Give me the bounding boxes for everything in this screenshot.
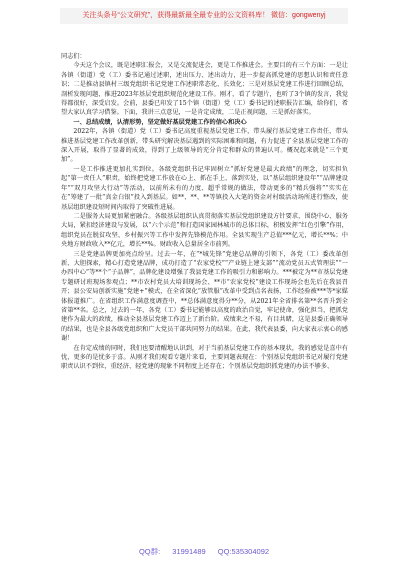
promo-banner: 关注头条号“公文研究”，获得最新最全最专业的公文资料库！ 微信：gongwenyj [60,8,348,24]
section-1-paragraph: 2022年，各镇（街道）党（工）委书记高度重视基层党建工作，带头履行基层党建工作责任，带头推进基层党建工作改革创新，带头研究解决基层遇到的实际困难和问题，有力促进了全县基层党建工作的深入开展，取得了显著的成效，得到了上级领导的充分肯定和群众的普遍认可。概况起来就是“三个更加”。 [61,128,348,164]
section-1-paragraph: 在肯定成绩的同时，我们也要清醒地认识到，对于当前基层党建工作的基本现状，我的感觉是喜中有忧，更多的是忧多于喜。从刚才我们观看专题片来看，主要问题表现在：个别基层党组织书记对履行党建职责认识不到位，重经济、轻党建的现象不同程度上还存在；个别基层党组织抓党建的办法不够多、 [61,344,348,371]
section-1-paragraph: 二是服务大局更加紧密融合。各级基层组织认真贯彻落实基层党组织建设方针要求，围绕中心、服务大局，紧扣经济建设与发展，以“六个示范”和打造国家园林城市的总体目标，积极发挥“红色引擎”作用，组织党员在脱贫攻坚、乡村振兴等工作中发挥先锋模范作用。全县实现生产总值***亿元，增长**%；中央地方财政收入**亿元，增长**%。财政收入总量居全市前列。 [61,212,348,249]
section-1-heading: 一、总结成绩，认清形势，坚定做好基层党建工作的信心和决心 [73,118,247,126]
document-body [61,52,348,372]
salutation: 同志们： [61,53,86,60]
contact-footer: QQ群: 31991489 QQ:535304092 [138,547,270,556]
section-1-paragraph: 一是工作推进更加扎实到位。各级党组织书记牢固树立“抓好党建是最大政绩”的理念，切实担负起“第一责任人”职责，始终把党建工作放在心上、抓在手上、落到实处，以“基层组织建设年”“品牌建设年”“双月攻坚大行动”等活动，以前所未有的力度、超乎常规的做法，带动更多的“精兵强将”“实实在在”筹建了一批“真金白银”投入到基层。如**、**、**等镇投入大笔的资金对村级活动场所进行整改，使基层组织建设短时间内取得了突破性进展。 [61,165,348,211]
intro-paragraph: 今天这个会议，既是述职汇报会，又是交流促进会，更是工作推进会。主要目的有三个方面：一是让各镇（街道）党（工）委书记通过述职，述出压力、述出动力，进一步提高抓党建的思想认识和责任意识；二是推动县镇村三级党组织书记党建工作述职常态化、长效化；三是对基层党建工作进行回顾总结，剖析发现问题，推进2023年基层党组织规范化建设工作。刚才，看了专题片，也听了3个镇的发言，我觉得都很好，深受启发。会前，县委已印发了15个镇（街道）党（工）委书记的述职报告汇编，给你们，希望大家认真学习借鉴。下面，我讲三点意见，一是肯定成绩，二是正视问题，三是抓好落实。 [61,62,348,117]
section-1-paragraph: 三是党建品牌更加亮点纷呈。过去一年，在“*城先锋”党建总品牌的引领下，各党（工）委改革创新、大胆探索，精心打造党建品牌，成功打造了“农家党校”“产业链上建支部”“流动党员五式管理法”“一办四中心”等**个“子品牌”，品牌化建设增强了我县党建工作的吸引力和影响力。***被定为**市基层党建专题研讨班现场参观点；**市农村党员大培训现场会、**市“农家党校”建设工作现场会也先后在我县召开；县公安局创新实施“党建+”模式，在全省深化“放管服”改革中受到点名表扬，工作经验被***等*家媒体报道推广。在省组织工作满意度调查中，**总体满意度得分**分，从2021年全省排名第**名晋升到全省第**名。总之，过去的一年，各党（工）委书记能够以高度的政治自觉，牢记使命，强化担当，把抓党建作为最大的政绩，推动全县基层党建工作迈上了新台阶。成绩来之不易，有目共睹，这是县委正确领导的结果，也是全县各级党组织和广大党员干部共同努力的结果。在此，我代表县委，向大家表示衷心的感谢！ [61,250,348,343]
